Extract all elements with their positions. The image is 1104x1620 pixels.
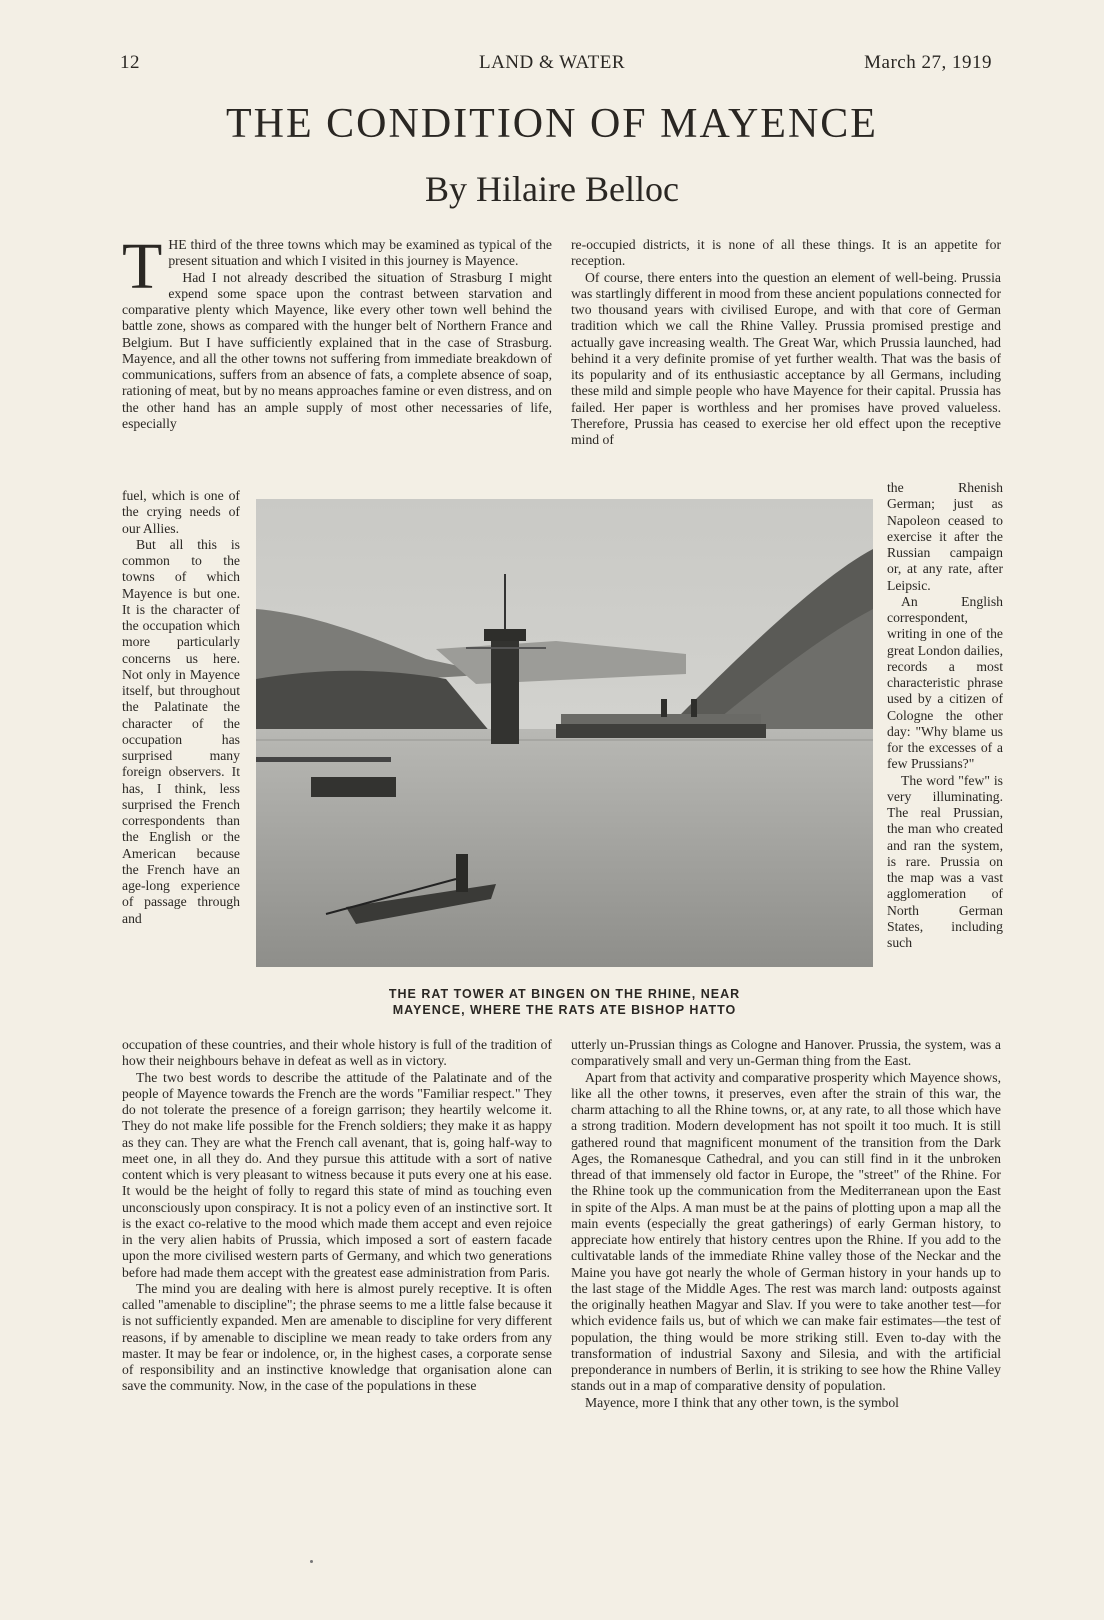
paragraph: re-occupied districts, it is none of all these things. It is an appetite for reception.: [571, 237, 1001, 269]
paragraph: But all this is common to the towns of which Mayence is but one. It is the character of the occupation which more particularly concerns us here. Not only in Mayence itself, but throughout the Palatinate the character of the occupation has surprised many foreign observers. It has, I think, less surprised the French correspondents than the English or the American because the French have an age-long experience of passage through and: [122, 536, 240, 926]
article-byline: By Hilaire Belloc: [425, 169, 679, 209]
column-2-side: [887, 480, 1003, 1036]
column-2-bottom: [571, 1037, 1001, 1517]
photo-illustration: [256, 499, 873, 967]
paragraph: The mind you are dealing with here is almost purely receptive. It is often called "amenable to discipline"; the phrase seems to me a little false because it is not sufficiently expanded. Men are amenable to discipline for very different reasons, if by amenable to discipline we mean ready to take orders from any master. It may be fear or indolence, or, in the highest cases, a corporate sense of responsibility and an instinctive knowledge that organisation alone can save the community. Now, in the case of the populations in these: [122, 1280, 552, 1394]
column-1-bottom: [122, 1037, 552, 1517]
paragraph: HE third of the three towns which may be examined as typical of the present situation and which I visited in this journey is Mayence.: [168, 237, 552, 269]
paragraph: Of course, there enters into the question an element of well-being. Prussia was startlingly different in mood from these ancient populations connected for two thousand years with civilised Europe, and with that core of German tradition which we call the Rhine Valley. Prussia promised prestige and actually gave increasing wealth. The Great War, which Prussia launched, had behind it a very definite promise of yet further wealth. That was the basis of its popularity and of its enthusiastic acceptance by all Germans, including these mild and simple people who have Mayence for their capital. Prussia has failed. Her paper is worthless and her promises have proved valueless. Therefore, Prussia has ceased to exercise her old effect upon the receptive mind of: [571, 269, 1001, 447]
paragraph: fuel, which is one of the crying needs of our Allies.: [122, 488, 240, 536]
drop-cap: T: [122, 237, 163, 303]
column-2-top: [571, 237, 1001, 487]
paragraph: Apart from that activity and comparative prosperity which Mayence shows, like all the other towns, it preserves, even after the strain of this war, the charm attaching to all the Rhine towns, or, at any rate, to all those which have a strong tradition. Modern development has not spoilt it too much. It is still gathered round that magnificent monument of the transition from the Dark Ages, the Romanesque Cathedral, and you can still find in it the unbroken thread of that immensely old factor in Europe, the "street" of the Rhine. For the Rhine took up the communication from the Mediterranean upon the East in spite of the Alps. A man must be at the pains of plotting upon a map all the main events (especially the great gatherings) of early German history, to appreciate how entirely that history centres upon the Rhine. If you add to the cultivatable lands of the immediate Rhine valley those of the Neckar and the Maine you have got nearly the whole of German history in your hands up to the last stage of the Middle Ages. The rest was march land: outposts against the originally heathen Magyar and Slav. If you were to take another test—for which evidence fails us, but of which we can make fair estimates—the test of population, the thing would be more striking still. Even to-day with the transformation of industrial Saxony and Silesia, and with the artificial preponderance in numbers of Berlin, it is striking to see how the Rhine Valley stands out in a map of comparative density of population.: [571, 1069, 1001, 1394]
paragraph: An English correspondent, writing in one of the great London dailies, records a most characteristic phrase used by a citizen of Cologne the other day: "Why blame us for the excesses of a few Prussians?": [887, 593, 1003, 772]
print-speck: [310, 1560, 313, 1563]
paragraph: the Rhenish German; just as Napoleon ceased to exercise it after the Russian campaign or, at any rate, after Leipsic.: [887, 480, 1003, 593]
photo-caption: [256, 986, 873, 1018]
paragraph: The two best words to describe the attitude of the Palatinate and of the people of Mayence towards the French are the words "Familiar respect." They do not tolerate the presence of a foreign garrison; they heartily welcome it. They do not make life possible for the French soldiers; they make it as happy as they can. They are what the French call avenant, that is, going half-way to meet one, in all they do. And they pursue this attitude with a sort of native content which is very pleasant to witness because it puts every one at his ease. It would be the height of folly to regard this state of mind as touching even unconsciously upon conspiracy. It is not a policy even of an instinctive sort. It is the exact co-relative to the mood which made them accept and even rejoice in the very alien habits of Prussia, which imposed a sort of eastern facade upon the more civilised western parts of Germany, and which two generations before had made them accept with the greatest ease administration from Paris.: [122, 1069, 552, 1280]
caption-line: THE RAT TOWER AT BINGEN ON THE RHINE, NEAR: [388, 987, 741, 1001]
issue-date: March 27, 1919: [864, 52, 992, 73]
page-number: 12: [120, 52, 140, 73]
paragraph: utterly un-Prussian things as Cologne and Hanover. Prussia, the system, was a comparatively small and very un-German thing from the East.: [571, 1037, 1001, 1069]
column-1-side: [122, 488, 240, 1036]
caption-line: MAYENCE, WHERE THE RATS ATE BISHOP HATTO: [392, 1003, 737, 1017]
article-title: THE CONDITION OF MAYENCE: [226, 101, 878, 147]
column-1-top: [122, 237, 552, 497]
paragraph: Had I not already described the situation of Strasburg I might expend some space upon the contrast between starvation and comparative plenty which Mayence, like every other town well behind the battle zone, shows as compared with the hunger belt of Northern France and Belgium. But I have sufficiently explained that in the case of Strasburg. Mayence, and all the other towns not suffering from immediate breakdown of communications, suffers from an absence of fats, a complete absence of soap, rationing of meat, but by no means approaches famine or even distress, and on the other hand has an ample supply of most other necessaries of life, especially: [122, 269, 552, 431]
paragraph: occupation of these countries, and their whole history is full of the tradition of how their neighbours behave in defeat as well as in victory.: [122, 1037, 552, 1069]
publication-name: LAND & WATER: [478, 52, 626, 73]
paragraph: The word "few" is very illuminating. The real Prussian, the man who created and ran the system, is rare. Prussia on the map was a vast agglomeration of North German States, including such: [887, 772, 1003, 950]
rat-tower-photograph: [256, 499, 873, 967]
paragraph: Mayence, more I think that any other town, is the symbol: [585, 1394, 899, 1410]
